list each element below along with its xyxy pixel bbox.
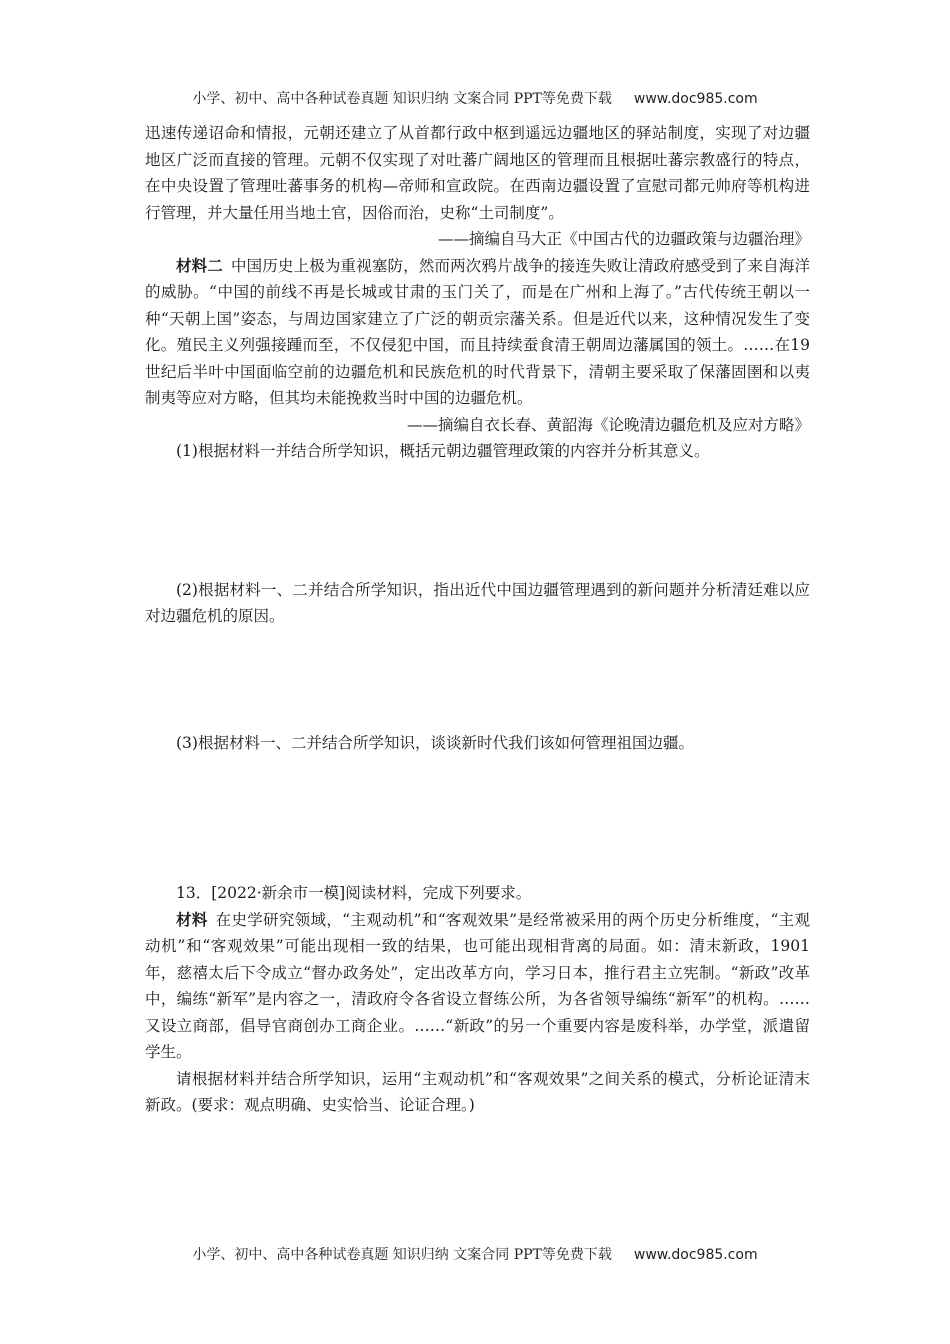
- page-header: [0, 88, 950, 108]
- question-2: (2)根据材料一、二并结合所学知识，指出近代中国边疆管理遇到的新问题并分析清廷难以应对边疆危机的原因。: [145, 580, 810, 625]
- material2-text: 中国历史上极为重视塞防，然而两次鸦片战争的接连失败让清政府感受到了来自海洋的威胁。“中国的前线不再是长城或甘肃的玉门关了，而是在广州和上海了。”古代传统王朝以一种“天朝上国”姿态，与周边国家建立了广泛的朝贡宗藩关系。但是近代以来，这种情况发生了变化。殖民主义列强接踵而至，不仅侵犯中国，而且持续蚕食清王朝周边藩属国的领土。……在19世纪后半叶中国面临空前的边疆危机和民族危机的时代背景下，清朝主要采取了保藩固圉和以夷制夷等应对方略，但其均未能挽救当时中国的边疆危机。: [145, 256, 810, 407]
- footer-text: 小学、初中、高中各种试卷真题 知识归纳 文案合同 PPT等免费下载: [192, 1247, 612, 1263]
- material2-paragraph: [145, 253, 810, 412]
- problem-13-task: 请根据材料并结合所学知识，运用“主观动机”和“客观效果”之间关系的模式，分析论证清末新政。(要求：观点明确、史实恰当、论证合理。): [145, 1069, 810, 1114]
- answer-space-3: [145, 756, 810, 880]
- problem-13-text: 在史学研究领域，“主观动机”和“客观效果”是经常被采用的两个历史分析维度，“主观动机”和“客观效果”可能出现相一致的结果，也可能出现相背离的局面。如：清末新政，1901年，慈禧太后下令成立“督办政务处”，定出改革方向，学习日本，推行君主立宪制。“新政”改革中，编练“新军”是内容之一，清政府令各省设立督练公所，为各省领导编练“新军”的机构。……又设立商部，倡导官商创办工商企业。……“新政”的另一个重要内容是废科举，办学堂，派遣留学生。: [145, 910, 810, 1061]
- header-text: 小学、初中、高中各种试卷真题 知识归纳 文案合同 PPT等免费下载: [192, 91, 612, 107]
- footer-url[interactable]: www.doc985.com: [633, 1247, 758, 1263]
- problem-13-material: [145, 907, 810, 1066]
- answer-space-2: [145, 630, 810, 730]
- answer-space-1: [145, 465, 810, 577]
- document-body: [145, 120, 810, 1119]
- problem-13-label: 材料: [176, 909, 208, 929]
- question-3: (3)根据材料一、二并结合所学知识，谈谈新时代我们该如何管理祖国边疆。: [176, 733, 694, 752]
- page-footer: [0, 1244, 950, 1264]
- question-1: (1)根据材料一并结合所学知识，概括元朝边疆管理政策的内容并分析其意义。: [176, 442, 710, 460]
- material2-source: ——摘编自衣长春、黄韶海《论晚清边疆危机及应对方略》: [406, 415, 810, 434]
- material1-text: 迅速传递诏命和情报，元朝还建立了从首都行政中枢到遥远边疆地区的驿站制度，实现了对边疆地区广泛而直接的管理。元朝不仅实现了对吐蕃广阔地区的管理而且根据吐蕃宗教盛行的特点，在中央设置了管理吐蕃事务的机构—帝师和宣政院。在西南边疆设置了宣慰司都元帅府等机构进行管理，并大量任用当地土官，因俗而治，史称“土司制度”。: [145, 124, 810, 222]
- header-url[interactable]: www.doc985.com: [633, 91, 758, 107]
- problem-13-title: 13．[2022·新余市一模]阅读材料，完成下列要求。: [176, 884, 532, 902]
- material2-label: 材料二: [176, 255, 223, 275]
- material1-source: ——摘编自马大正《中国古代的边疆政策与边疆治理》: [437, 230, 810, 248]
